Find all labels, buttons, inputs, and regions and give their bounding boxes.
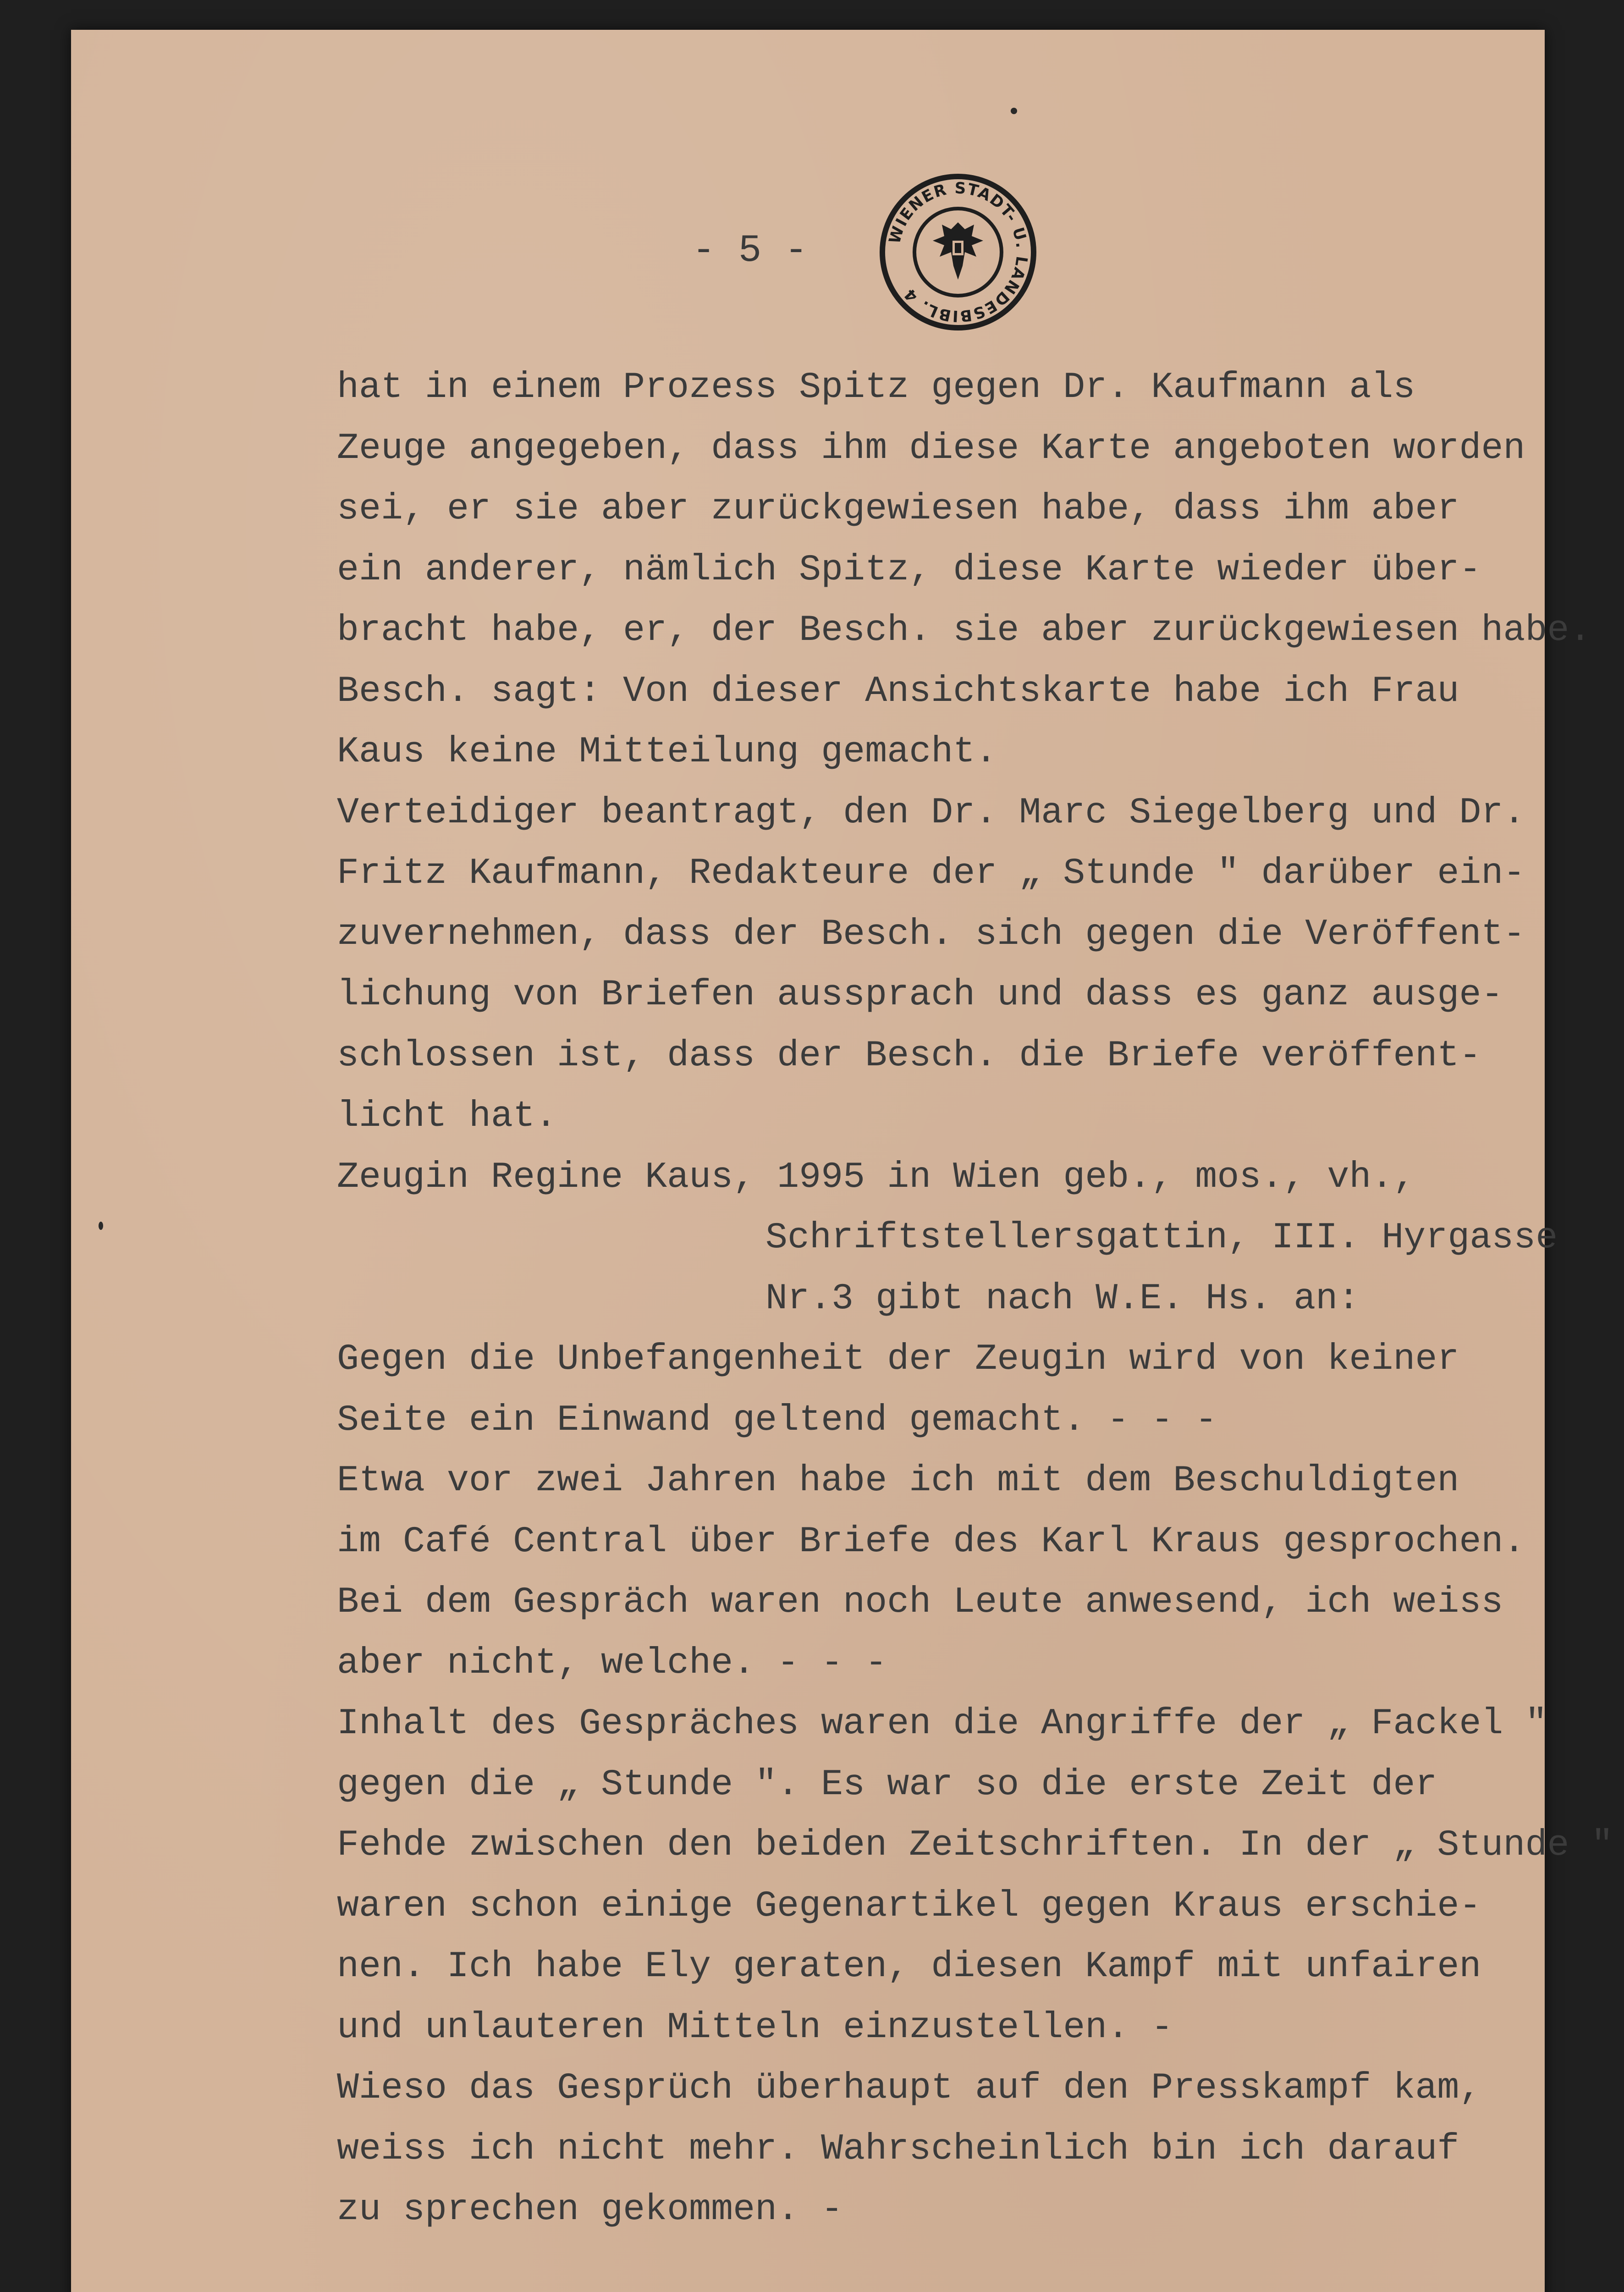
text-line: Verteidiger beantragt, den Dr. Marc Siegelberg und Dr. — [337, 792, 1525, 834]
text-line: schlossen ist, dass der Besch. die Briefe veröffent- — [337, 1035, 1481, 1077]
text-line: Inhalt des Gespräches waren die Angriffe der „ Fackel " — [337, 1703, 1547, 1745]
text-line: Fehde zwischen den beiden Zeitschriften. In der „ Stunde " — [337, 1824, 1613, 1866]
text-line: weiss ich nicht mehr. Wahrscheinlich bin ich darauf — [337, 2128, 1459, 2170]
page-number: - 5 - — [692, 229, 808, 273]
text-line: licht hat. — [337, 1096, 557, 1137]
text-line: Besch. sagt: Von dieser Ansichtskarte habe ich Frau — [337, 670, 1459, 712]
double-headed-eagle-icon — [933, 222, 983, 280]
library-stamp — [878, 172, 1038, 332]
stamp-text: WIENER STADT- U. LANDESBIBL. 4 — [885, 179, 1031, 325]
text-line: Fritz Kaufmann, Redakteure der „ Stunde " darüber ein- — [337, 853, 1525, 894]
text-line: waren schon einige Gegenartikel gegen Kraus erschie- — [337, 1885, 1481, 1927]
text-line: Wieso das Gesprüch überhaupt auf den Presskampf kam, — [337, 2067, 1481, 2109]
text-line: aber nicht, welche. - - - — [337, 1642, 887, 1684]
text-line: sei, er sie aber zurückgewiesen habe, dass ihm aber — [337, 488, 1459, 530]
text-line: hat in einem Prozess Spitz gegen Dr. Kaufmann als — [337, 367, 1415, 408]
text-line: ein anderer, nämlich Spitz, diese Karte wieder über- — [337, 549, 1481, 591]
document-body — [337, 358, 1613, 2241]
text-line: Nr.3 gibt nach W.E. Hs. an: — [765, 1278, 1360, 1320]
text-line: und unlauteren Mitteln einzustellen. - — [337, 2006, 1173, 2049]
text-line: Schriftstellersgattin, III. Hyrgasse — [765, 1217, 1558, 1259]
paper-speck — [1011, 108, 1017, 114]
paper-speck — [99, 1222, 103, 1230]
text-line: zu sprechen gekommen. - — [337, 2189, 843, 2231]
text-line: Zeuge angegeben, dass ihm diese Karte angeboten worden — [337, 427, 1525, 469]
library-stamp-graphic — [878, 172, 1038, 332]
text-line: zuvernehmen, dass der Besch. sich gegen die Veröffent- — [337, 913, 1525, 955]
text-line: lichung von Briefen aussprach und dass es ganz ausge- — [337, 974, 1503, 1016]
text-line: im Café Central über Briefe des Karl Kraus gesprochen. — [337, 1521, 1525, 1563]
text-line: bracht habe, er, der Besch. sie aber zurückgewiesen habe. — [337, 610, 1591, 651]
text-line: nen. Ich habe Ely geraten, diesen Kampf mit unfairen — [337, 1946, 1481, 1988]
text-line: Zeugin Regine Kaus, 1995 in Wien geb., mos., vh., — [337, 1156, 1415, 1198]
text-line: gegen die „ Stunde ". Es war so die erste Zeit der — [337, 1763, 1437, 1806]
text-line: Etwa vor zwei Jahren habe ich mit dem Beschuldigten — [337, 1460, 1459, 1502]
text-line: Bei dem Gespräch waren noch Leute anwesend, ich weiss — [337, 1581, 1503, 1623]
text-line: Kaus keine Mitteilung gemacht. — [337, 731, 997, 773]
text-line: Gegen die Unbefangenheit der Zeugin wird von keiner — [337, 1339, 1459, 1380]
text-line: Seite ein Einwand geltend gemacht. - - - — [337, 1399, 1217, 1441]
